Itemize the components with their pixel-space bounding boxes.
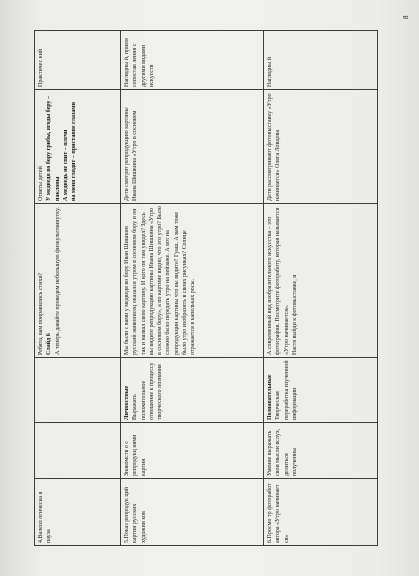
teacher-activity-cell bbox=[121, 204, 264, 358]
children-activity-cell bbox=[121, 90, 264, 204]
exercise-line: У медведя во бору грибы, ягоды беру – наклоны bbox=[46, 95, 61, 201]
teacher-text: Мы были с вами у медведя во бору Иван Шишкин русский живописец оказался утром в сосновом бору и он так и назвал свою картину. И кого он там увидел? Здесь вы видите репродукцию картины Ивана Шишкина «Утро в сосновом бору», а по картине видно, что это утро? Было сложно было передать утро на пейзаже. А вот на репродукции картины что вы видите? Гуаш. А вам тоже было утро изобразить в своих рисунках? Солнце отражается в капельках росы. bbox=[124, 206, 197, 355]
teacher-question: Ребята, вам понравились стихи? bbox=[38, 272, 44, 355]
children-text: Дети смотрят репродукцию картины Ивана Шишкина «Утро в сосновом bbox=[124, 107, 139, 201]
table-row bbox=[35, 31, 121, 546]
methods-cell: Наглядны й bbox=[264, 31, 378, 90]
competence-cell bbox=[35, 358, 121, 423]
teacher-activity-cell bbox=[35, 204, 121, 358]
table-row bbox=[121, 31, 264, 546]
competence-cell bbox=[121, 358, 264, 423]
children-answer: Ответы детей bbox=[38, 166, 44, 201]
competence-cell bbox=[264, 358, 378, 423]
exercise-line: на меня глядит – приставне глазами bbox=[71, 102, 78, 201]
lesson-plan-table bbox=[34, 30, 378, 546]
stage-cell: 6.Просмо тр фоторабот автора «Утро начинает ся» bbox=[264, 479, 378, 546]
teacher-text: Настя выйди к фотовыставке, и bbox=[291, 274, 298, 355]
competence-text: Творческая переработка изученной информации bbox=[275, 360, 298, 420]
competence-text: Выражать положительное отношение к процессу творческого познания bbox=[132, 362, 164, 420]
methods-cell: Практичес кий bbox=[35, 31, 121, 90]
children-text: Дети рассматривают фотовыставку «Утро начинается» Олега Ловцова bbox=[267, 93, 282, 201]
goal-cell: Умение выражать свои мысли вслух, делиться полученны bbox=[264, 423, 378, 479]
goal-cell: Знакомств о с репродукц иями картин bbox=[121, 423, 264, 479]
page-number: 8 bbox=[402, 15, 410, 19]
exercise-line: А медведь не спит – плечи bbox=[62, 129, 69, 201]
methods-cell: Наглядны й, прием сопостав ления с другими видами искусств bbox=[121, 31, 264, 90]
children-activity-cell bbox=[35, 90, 121, 204]
teacher-text: А теперь давайте проведем небольшую физкультминутку. bbox=[54, 207, 61, 355]
teacher-text: А современный вид изобразительного искусства – это фотография. Посмотрите фотоработу, которая называется «Утро начинается». bbox=[267, 207, 290, 355]
competence-title: Познавательные bbox=[267, 374, 273, 420]
table-row bbox=[264, 31, 378, 546]
goal-cell bbox=[35, 423, 121, 479]
children-activity-cell bbox=[264, 90, 378, 204]
competence-title: Личностные bbox=[124, 385, 130, 420]
teacher-activity-cell bbox=[264, 204, 378, 358]
slide-label: Слайд 6 bbox=[46, 333, 53, 355]
stage-cell: 4.Валеол огическа я пауза bbox=[35, 479, 121, 546]
stage-cell: 5.Показ репродук ций картин русских художни ков bbox=[121, 479, 264, 546]
